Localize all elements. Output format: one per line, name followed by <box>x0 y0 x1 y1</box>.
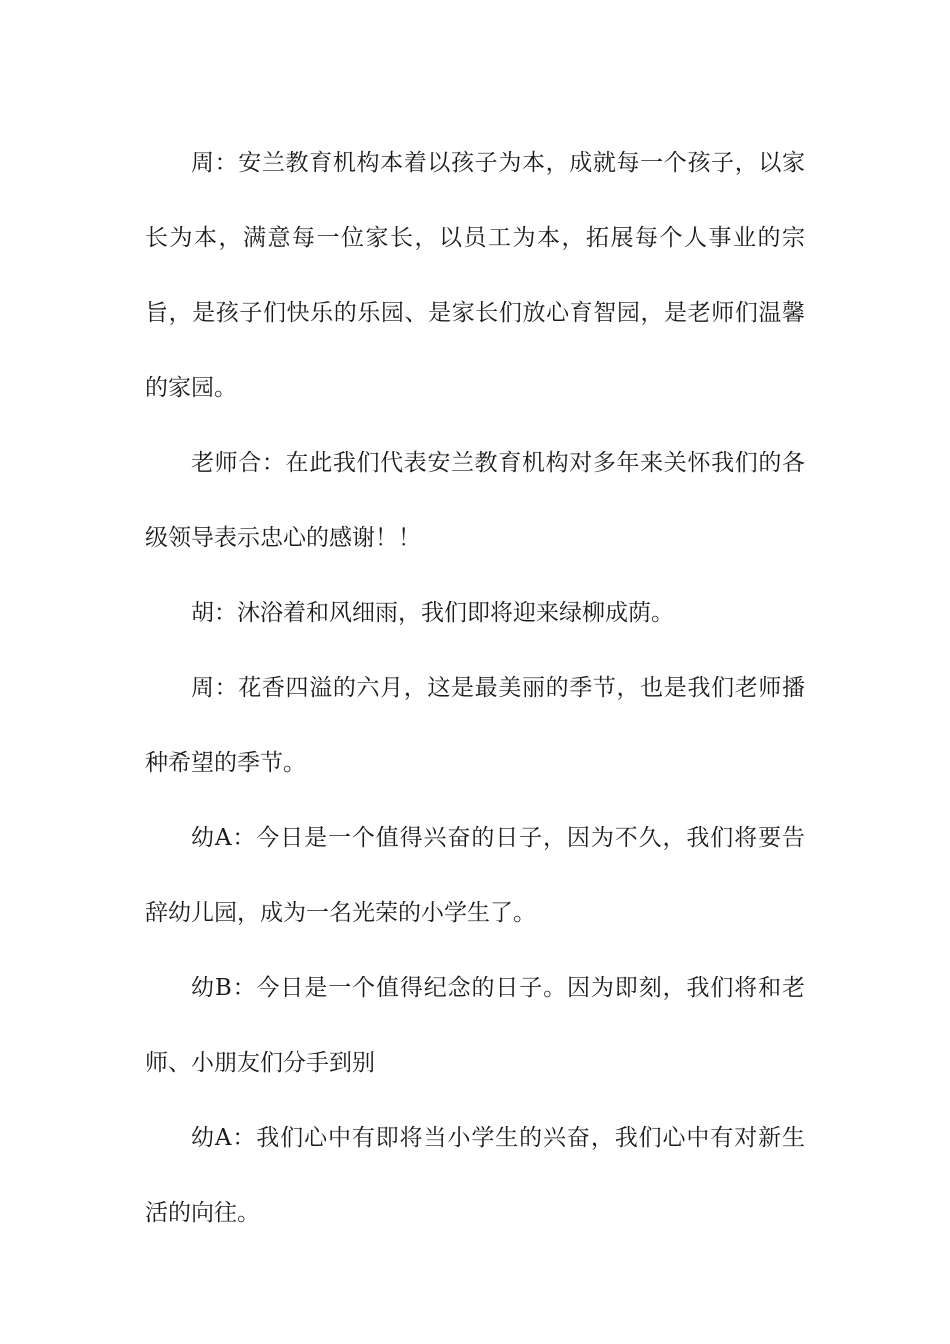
paragraph-6: 幼B：今日是一个值得纪念的日子。因为即刻，我们将和老师、小朋友们分手到别 <box>145 975 805 1076</box>
document-body <box>145 126 805 1251</box>
paragraph-5: 幼A：今日是一个值得兴奋的日子，因为不久，我们将要告辞幼儿园，成为一名光荣的小学生了。 <box>145 825 805 926</box>
paragraph-2: 老师合：在此我们代表安兰教育机构对多年来关怀我们的各级领导表示忠心的感谢！！ <box>145 450 805 551</box>
paragraph-3: 胡：沐浴着和风细雨，我们即将迎来绿柳成荫。 <box>191 600 674 626</box>
paragraph-4: 周：花香四溢的六月，这是最美丽的季节，也是我们老师播种希望的季节。 <box>145 675 805 776</box>
paragraph-7: 幼A：我们心中有即将当小学生的兴奋，我们心中有对新生活的向往。 <box>145 1125 805 1226</box>
paragraph-1: 周：安兰教育机构本着以孩子为本，成就每一个孩子，以家长为本，满意每一位家长，以员工为本，拓展每个人事业的宗旨，是孩子们快乐的乐园、是家长们放心育智园，是老师们温馨的家园。 <box>145 150 805 401</box>
